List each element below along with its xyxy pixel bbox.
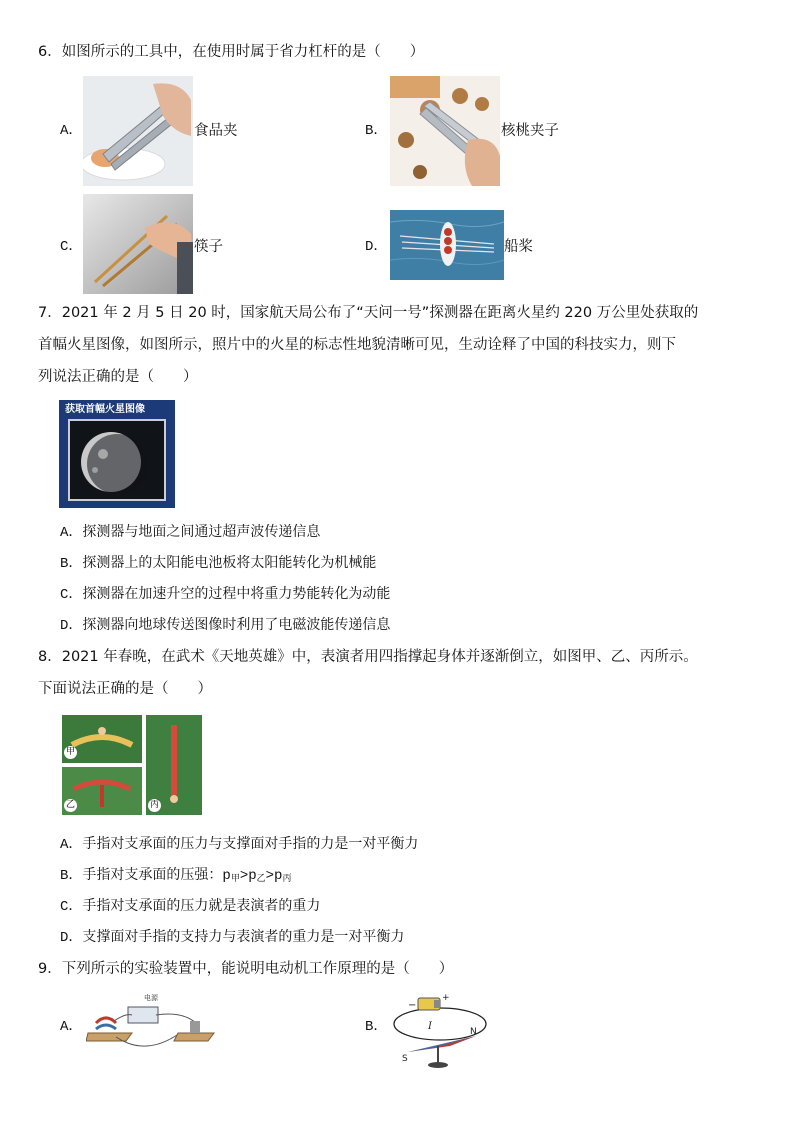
q6-option-b-label: 核桃夹子: [501, 123, 559, 139]
q7-option-d: D．探测器向地球传送图像时利用了电磁波能传递信息: [60, 618, 391, 634]
power-source-label: 电源: [144, 994, 158, 1002]
q7-stem-line-1: 7．2021 年 2 月 5 日 20 时，国家航天局公布了“天问一号”探测器在距离火星约 220 万公里处获取的: [38, 305, 699, 321]
q8-stem-line-2: 下面说法正确的是（ ）: [38, 681, 212, 697]
q8-option-c: C．手指对支承面的压力就是表演者的重力: [60, 899, 321, 915]
q8-stem-line-1: 8．2021 年春晚，在武术《天地英雄》中，表演者用四指撑起身体并逐渐倒立，如图甲、乙、丙所示。: [38, 649, 698, 665]
q6-option-d-letter: D．: [365, 239, 388, 255]
sub-yi: 乙: [256, 874, 266, 884]
food-tongs-image: [83, 76, 193, 186]
q7-option-c: C．探测器在加速升空的过程中将重力势能转化为动能: [60, 587, 391, 603]
sub-bing: 丙: [282, 874, 292, 884]
q9-option-a-letter: A．: [60, 1019, 83, 1035]
mars-image-caption: 获取首幅火星图像: [65, 404, 145, 415]
q9-stem: 9．下列所示的实验装置中，能说明电动机工作原理的是（ ）: [38, 961, 454, 977]
south-label: S: [402, 1054, 408, 1064]
q7-option-a: A．探测器与地面之间通过超声波传递信息: [60, 525, 321, 541]
q6-option-c-letter: C．: [60, 239, 83, 255]
q6-option-a-letter: A．: [60, 123, 83, 139]
sub-jia: 甲: [230, 874, 240, 884]
q6-option-a-label: 食品夹: [194, 123, 238, 139]
current-label: I: [428, 1021, 432, 1032]
q6-option-d-label: 船桨: [504, 239, 533, 255]
gt-1: >p: [239, 868, 257, 884]
q8-option-a: A．手指对支承面的压力与支撑面对手指的力是一对平衡力: [60, 837, 419, 853]
rowing-boat-image: [390, 210, 504, 280]
chopsticks-image: [83, 194, 193, 294]
image-label-jia: 甲: [65, 747, 75, 757]
svg-text:+: +: [442, 993, 450, 1003]
q8-option-b: [60, 866, 291, 889]
gt-2: >p: [265, 868, 283, 884]
oersted-experiment-figure: [390, 990, 500, 1070]
q9-option-b-letter: B．: [365, 1019, 388, 1035]
q6-stem: 6．如图所示的工具中，在使用时属于省力杠杆的是（ ）: [38, 44, 425, 60]
q7-option-b: B．探测器上的太阳能电池板将太阳能转化为机械能: [60, 556, 377, 572]
q8-option-d: D．支撑面对手指的支持力与表演者的重力是一对平衡力: [60, 930, 405, 946]
image-label-bing: 丙: [149, 800, 159, 810]
q7-stem-line-3: 列说法正确的是（ ）: [38, 369, 198, 385]
q6-option-c-label: 筷子: [194, 239, 223, 255]
q8-option-b-prefix: B．手指对支承面的压强：p: [60, 868, 231, 884]
walnut-cracker-image: [390, 76, 500, 186]
q7-stem-line-2: 首幅火星图像，如图所示，照片中的火星的标志性地貌清晰可见，生动诠释了中国的科技实力，则下: [38, 337, 676, 353]
mars-image: [59, 400, 175, 508]
generator-apparatus-figure: [86, 993, 216, 1053]
martial-arts-image: [62, 715, 202, 815]
svg-text:−: −: [408, 1000, 417, 1011]
north-label: N: [470, 1027, 477, 1037]
q6-option-b-letter: B．: [365, 123, 388, 139]
image-label-yi: 乙: [65, 800, 75, 810]
